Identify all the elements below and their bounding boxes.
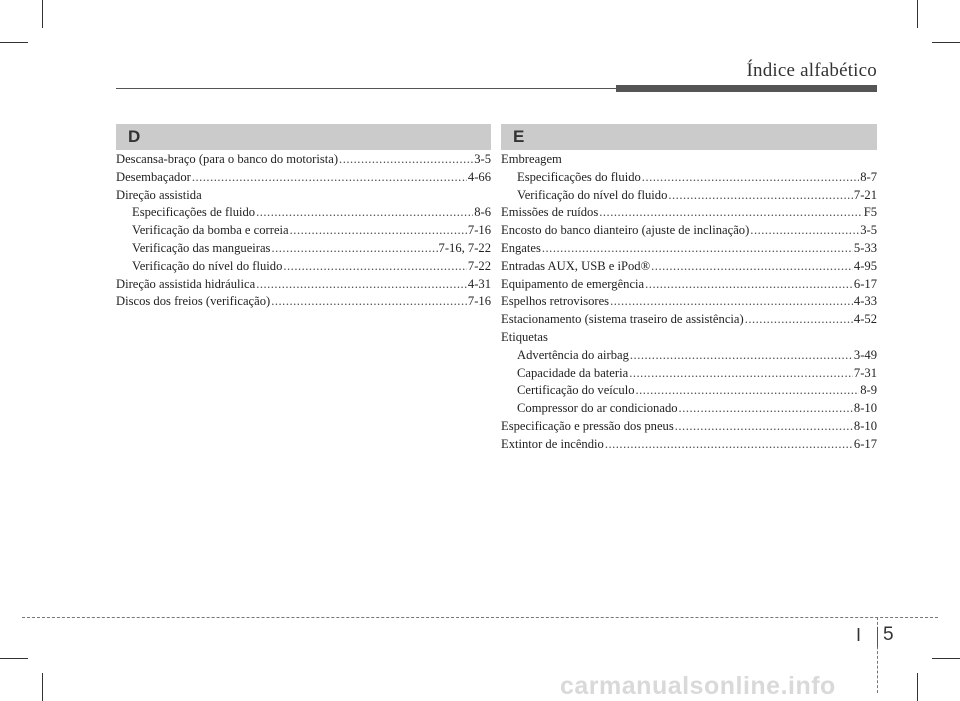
- entry-text: Direção assistida: [116, 187, 202, 202]
- index-entry-group: [116, 187, 491, 205]
- index-subentry: [116, 222, 491, 240]
- dot-leader: [629, 365, 853, 383]
- index-subentry: [501, 187, 877, 205]
- entry-text: Especificação e pressão dos pneus: [501, 418, 674, 433]
- entry-text: Direção assistida hidráulica: [116, 276, 256, 291]
- page-title: Índice alfabético: [746, 60, 877, 81]
- index-entry: [501, 436, 877, 454]
- dot-leader: [645, 276, 853, 294]
- index-entry-group: [501, 151, 877, 169]
- dot-leader: [290, 222, 467, 240]
- dot-leader: [642, 169, 859, 187]
- dot-leader: [605, 436, 853, 454]
- entry-text: Verificação da bomba e correia: [132, 223, 289, 238]
- entry-page: 8-6: [474, 205, 491, 220]
- dot-leader: [599, 204, 862, 222]
- entry-page: 3-49: [853, 347, 877, 362]
- entry-text: Compressor do ar condicionado: [517, 401, 678, 416]
- dot-leader: [271, 240, 437, 258]
- entry-text: Entradas AUX, USB e iPod®: [501, 258, 651, 273]
- index-entry: [501, 258, 877, 276]
- entry-page: 4-66: [467, 169, 491, 184]
- crop-mark: [0, 658, 28, 659]
- entry-page: 4-52: [853, 312, 877, 327]
- entry-page: 8-9: [860, 383, 877, 398]
- dot-leader: [636, 382, 860, 400]
- index-subentry: [501, 382, 877, 400]
- dot-leader: [610, 293, 853, 311]
- entry-text: Verificação das mangueiras: [132, 240, 271, 255]
- entry-page: 4-31: [467, 276, 491, 291]
- crop-mark: [917, 673, 918, 701]
- header-rule: [116, 88, 616, 89]
- index-entry: [116, 293, 491, 311]
- section-header-d: [116, 124, 491, 150]
- index-column-e: [501, 151, 877, 454]
- entry-page: F5: [863, 205, 877, 220]
- dot-leader: [256, 276, 467, 294]
- entry-text: Desembaçador: [116, 169, 191, 184]
- index-column-d: [116, 151, 491, 311]
- entry-page: 7-16: [467, 294, 491, 309]
- index-subentry: [116, 240, 491, 258]
- dot-leader: [679, 400, 853, 418]
- dot-leader: [271, 293, 467, 311]
- entry-text: Extintor de incêndio: [501, 436, 604, 451]
- index-entry-group: [501, 329, 877, 347]
- index-subentry: [501, 365, 877, 383]
- entry-text: Estacionamento (sistema traseiro de assistência): [501, 312, 744, 327]
- dot-leader: [668, 187, 853, 205]
- crop-mark: [0, 42, 28, 43]
- index-entry: [116, 151, 491, 169]
- index-entry: [501, 240, 877, 258]
- dot-leader: [192, 169, 467, 187]
- entry-text: Especificações de fluido: [132, 205, 256, 220]
- entry-page: 8-10: [853, 401, 877, 416]
- entry-text: Equipamento de emergência: [501, 276, 645, 291]
- dot-leader: [630, 347, 853, 365]
- dot-leader: [283, 258, 467, 276]
- index-subentry: [116, 258, 491, 276]
- dot-leader: [745, 311, 853, 329]
- dot-leader: [651, 258, 853, 276]
- dot-leader: [675, 418, 853, 436]
- entry-text: Etiquetas: [501, 329, 548, 344]
- entry-page: 8-7: [860, 169, 877, 184]
- dot-leader: [750, 222, 859, 240]
- entry-text: Certificação do veículo: [517, 383, 635, 398]
- index-entry: [501, 311, 877, 329]
- entry-page: 6-17: [853, 276, 877, 291]
- entry-text: Verificação do nível do fluido: [517, 187, 668, 202]
- section-letter: E: [513, 127, 525, 146]
- index-subentry: [501, 169, 877, 187]
- crop-mark: [917, 0, 918, 28]
- index-entry: [501, 418, 877, 436]
- entry-page: 4-33: [853, 294, 877, 309]
- entry-text: Descansa-braço (para o banco do motorista): [116, 152, 339, 166]
- entry-page: 7-16, 7-22: [438, 240, 491, 255]
- entry-text: Embreagem: [501, 152, 562, 166]
- crop-mark: [932, 42, 960, 43]
- index-entry: [116, 169, 491, 187]
- entry-text: Especificações do fluido: [517, 169, 641, 184]
- page-number: 5: [883, 624, 894, 645]
- index-subentry: [501, 347, 877, 365]
- entry-text: Engates: [501, 240, 541, 255]
- index-subentry: [116, 204, 491, 222]
- entry-text: Capacidade da bateria: [517, 365, 629, 380]
- footer-separator: [877, 627, 878, 647]
- index-entry: [501, 204, 877, 222]
- entry-text: Espelhos retrovisores: [501, 294, 610, 309]
- entry-text: Advertência do airbag: [517, 347, 629, 362]
- entry-page: 3-5: [860, 223, 877, 238]
- header-bar: [616, 85, 877, 92]
- index-subentry: [501, 400, 877, 418]
- crop-mark: [932, 658, 960, 659]
- footer-dashed-rule: [22, 617, 938, 618]
- index-entry: [501, 222, 877, 240]
- footer-section-letter: I: [856, 625, 862, 645]
- entry-page: 7-22: [467, 258, 491, 273]
- section-letter: D: [128, 127, 141, 146]
- entry-page: 6-17: [853, 436, 877, 451]
- entry-page: 7-21: [853, 187, 877, 202]
- watermark-text: carmanualsonline.info: [560, 672, 836, 700]
- entry-page: 8-10: [853, 418, 877, 433]
- index-entry: [501, 276, 877, 294]
- entry-text: Verificação do nível do fluido: [132, 258, 283, 273]
- dot-leader: [542, 240, 853, 258]
- section-header-e: [501, 124, 877, 150]
- dot-leader: [339, 151, 473, 169]
- crop-mark: [42, 673, 43, 701]
- index-entry: [116, 276, 491, 294]
- entry-page: 7-31: [853, 365, 877, 380]
- entry-page: 4-95: [853, 258, 877, 273]
- entry-text: Emissões de ruídos: [501, 205, 599, 220]
- entry-page: 3-5: [474, 152, 491, 166]
- entry-text: Discos dos freios (verificação): [116, 294, 271, 309]
- entry-page: 5-33: [853, 240, 877, 255]
- index-entry: [501, 293, 877, 311]
- entry-page: 7-16: [467, 223, 491, 238]
- dot-leader: [256, 204, 473, 222]
- entry-text: Encosto do banco dianteiro (ajuste de inclinação): [501, 223, 750, 238]
- crop-mark: [42, 0, 43, 28]
